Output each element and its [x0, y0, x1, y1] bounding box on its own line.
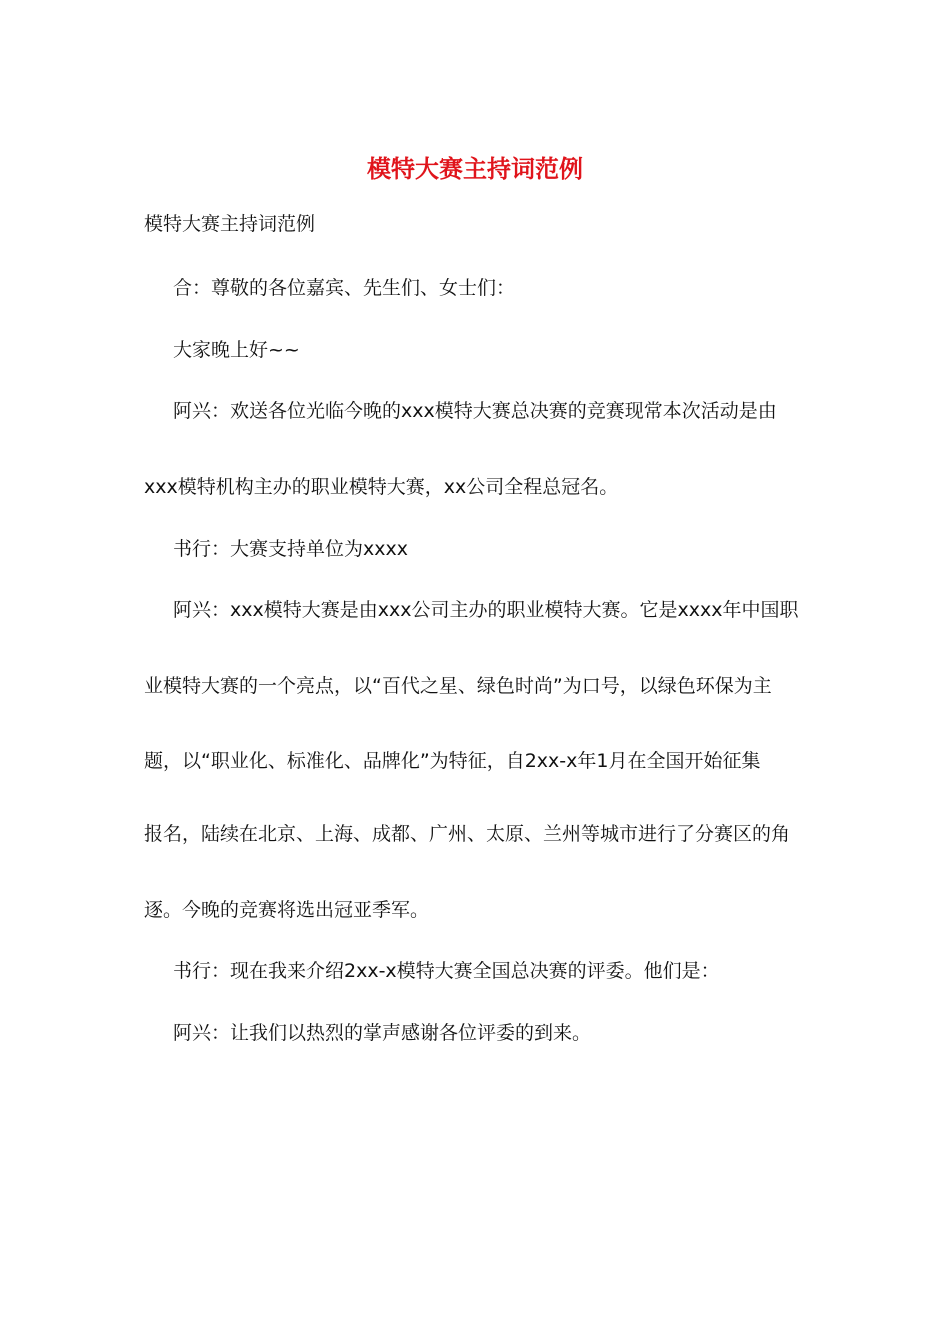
greeting-line: 大家晚上好~~ [173, 339, 300, 361]
paragraph-line: xxx模特机构主办的职业模特大赛，xx公司全程总冠名。 [144, 476, 619, 498]
paragraph-line: 业模特大赛的一个亮点，以“百代之星、绿色时尚”为口号，以绿色环保为主 [144, 675, 772, 697]
subtitle-line: 模特大赛主持词范例 [144, 213, 316, 235]
paragraph-line: 书行：大赛支持单位为xxxx [173, 538, 408, 560]
paragraph-line: 逐。今晚的竞赛将选出冠亚季军。 [144, 899, 430, 921]
document-title: 模特大赛主持词范例 [367, 154, 583, 183]
paragraph-line: 报名，陆续在北京、上海、成都、广州、太原、兰州等城市进行了分赛区的角 [144, 823, 791, 845]
paragraph-line: 阿兴：让我们以热烈的掌声感谢各位评委的到来。 [173, 1022, 592, 1044]
paragraph-line: 题，以“职业化、标准化、品牌化”为特征，自2xx-x年1月在全国开始征集 [144, 750, 761, 772]
paragraph-line: 书行：现在我来介绍2xx-x模特大赛全国总决赛的评委。他们是： [173, 960, 720, 982]
greeting-line: 合：尊敬的各位嘉宾、先生们、女士们： [173, 277, 516, 299]
paragraph-line: 阿兴：欢送各位光临今晚的xxx模特大赛总决赛的竞赛现常本次活动是由 [173, 400, 777, 422]
paragraph-line: 阿兴：xxx模特大赛是由xxx公司主办的职业模特大赛。它是xxxx年中国职 [173, 599, 799, 621]
